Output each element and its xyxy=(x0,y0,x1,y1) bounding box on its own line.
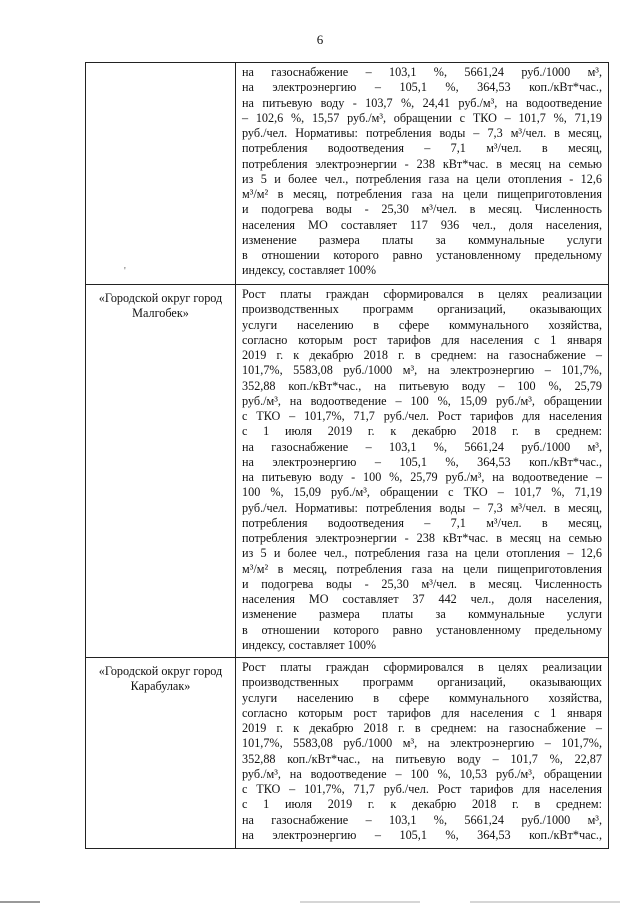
text-line: м³/м² в месяц, потребления газа на цели пищеприготовления xyxy=(242,561,602,576)
table-row xyxy=(86,285,609,658)
description-cell xyxy=(236,63,609,285)
text-line: населения МО составляет 37 442 чел., доля населения, xyxy=(242,592,602,606)
scan-edge-mark xyxy=(470,901,620,903)
region-name-malgobek: «Городской округ город Малгобек» xyxy=(86,285,236,658)
page-number: 6 xyxy=(316,32,324,47)
text-line: на электроэнергию – 105,1 %, 364,53 коп./кВт*час., xyxy=(242,454,602,469)
text-line: производственных программ организаций, оказывающих xyxy=(242,675,602,690)
text-line: индексу, составляет 100% xyxy=(242,637,377,652)
text-line: в отношении которого равно установленному предельному xyxy=(242,248,602,262)
text-line: руб./м³, на водоотведение – 100 %, 15,09 руб./м³, обращении xyxy=(242,393,602,408)
text-line: услуги населению в сфере коммунального хозяйства, xyxy=(242,317,602,332)
text-line: с 1 июля 2019 г. к декабрю 2018 г. в среднем: xyxy=(242,424,602,439)
text-line: населения МО составляет 117 936 чел., доля населения, xyxy=(242,217,602,232)
text-line: 2019 г. к декабрю 2018 г. в среднем: на газоснабжение – xyxy=(242,721,602,735)
description-cell xyxy=(236,285,609,658)
text-line: на газоснабжение – 103,1 %, 5661,24 руб./1000 м³, xyxy=(242,65,602,79)
scan-edge-mark xyxy=(300,901,420,903)
text-line: м³/м² в месяц, потребления газа на цели пищеприготовления xyxy=(242,187,602,201)
tariff-table xyxy=(85,62,609,849)
region-name-karabulak: «Городской округ город Карабулак» xyxy=(86,658,236,849)
text-line: с ТКО – 101,7%, 71,7 руб./чел. Рост тарифов для населения xyxy=(242,409,602,423)
text-line: на электроэнергию – 105,1 %, 364,53 коп./кВт*час., xyxy=(242,80,602,95)
text-line: 101,7%, 5583,08 руб./1000 м³, на электроэнергию – 101,7%, xyxy=(242,736,602,751)
text-line: в отношении которого равно установленному предельному xyxy=(242,622,602,637)
text-line: на электроэнергию – 105,1 %, 364,53 коп./кВт*час., xyxy=(242,827,602,842)
text-line: на газоснабжение – 103,1 %, 5661,24 руб./1000 м³, xyxy=(242,812,602,827)
text-line: руб./чел. Нормативы: потребления воды – 7,3 м³/чел. в месяц, xyxy=(242,500,602,515)
text-line: изменение размера платы за коммунальные услуги xyxy=(242,232,602,247)
text-line: руб./м³, на водоотведение – 100 %, 10,53 руб./м³, обращении xyxy=(242,766,602,781)
text-line: Рост платы граждан сформировался в целях реализации xyxy=(242,660,602,674)
text-line: 352,88 коп./кВт*час., на питьевую воду – 101,7 %, 22,87 xyxy=(242,751,602,766)
text-line: 2019 г. к декабрю 2018 г. в среднем: на газоснабжение – xyxy=(242,348,602,362)
text-line: на газоснабжение – 103,1 %, 5661,24 руб./1000 м³, xyxy=(242,439,602,454)
description-cell xyxy=(236,658,609,849)
text-line: 352,88 коп./кВт*час., на питьевую воду – 100 %, 25,79 xyxy=(242,378,602,393)
text-line: из 5 и более чел., потребления газа на цели отопления – 12,6 xyxy=(242,546,602,561)
text-line: Рост платы граждан сформировался в целях реализации xyxy=(242,287,602,301)
text-line: 100 %, 15,09 руб./м³, обращении с ТКО – 101,7 %, 71,19 xyxy=(242,485,602,500)
text-line: и подогрева воды - 25,30 м³/чел. в месяц. Численность xyxy=(242,202,602,217)
table-row xyxy=(86,63,609,285)
text-line: с 1 июля 2019 г. к декабрю 2018 г. в среднем: xyxy=(242,797,602,812)
text-line: услуги населению в сфере коммунального хозяйства, xyxy=(242,690,602,705)
region-cell xyxy=(86,63,236,285)
table-row xyxy=(86,658,609,849)
scan-tick-mark: ' xyxy=(124,266,126,277)
scan-edge-mark xyxy=(0,901,40,903)
text-line: потребления электроэнергии - 238 кВт*час. в месяц на семью xyxy=(242,156,602,171)
text-line: изменение размера платы за коммунальные услуги xyxy=(242,607,602,622)
text-line: 101,7%, 5583,08 руб./1000 м³, на электроэнергию – 101,7%, xyxy=(242,363,602,378)
text-line: из 5 и более чел., потребления газа на цели отопления - 12,6 xyxy=(242,171,602,186)
text-line: – 102,6 %, 15,57 руб./м³, обращении с ТКО – 101,7 %, 71,19 xyxy=(242,110,602,125)
text-line: согласно которым рост тарифов для населения с 1 января xyxy=(242,705,602,720)
text-line: на питьевую воду - 100 %, 25,79 руб./м³, на водоотведение – xyxy=(242,470,602,484)
text-line: на питьевую воду - 103,7 %, 24,41 руб./м³, на водоотведение xyxy=(242,95,602,110)
text-line: с ТКО – 101,7%, 71,7 руб./чел. Рост тарифов для населения xyxy=(242,782,602,796)
text-line: и подогрева воды - 25,30 м³/чел. в месяц. Численность xyxy=(242,576,602,591)
text-line: потребления электроэнергии - 238 кВт*час. в месяц на семью xyxy=(242,531,602,545)
text-line: потребления водоотведения – 7,1 м³/чел. в месяц, xyxy=(242,515,602,530)
text-line: потребления водоотведения – 7,1 м³/чел. в месяц, xyxy=(242,141,602,156)
text-line: руб./чел. Нормативы: потребления воды – 7,3 м³/чел. в месяц, xyxy=(242,126,602,140)
text-line: согласно которым рост тарифов для населения с 1 января xyxy=(242,332,602,347)
text-line: производственных программ организаций, оказывающих xyxy=(242,302,602,317)
text-line: индексу, составляет 100% xyxy=(242,263,377,278)
